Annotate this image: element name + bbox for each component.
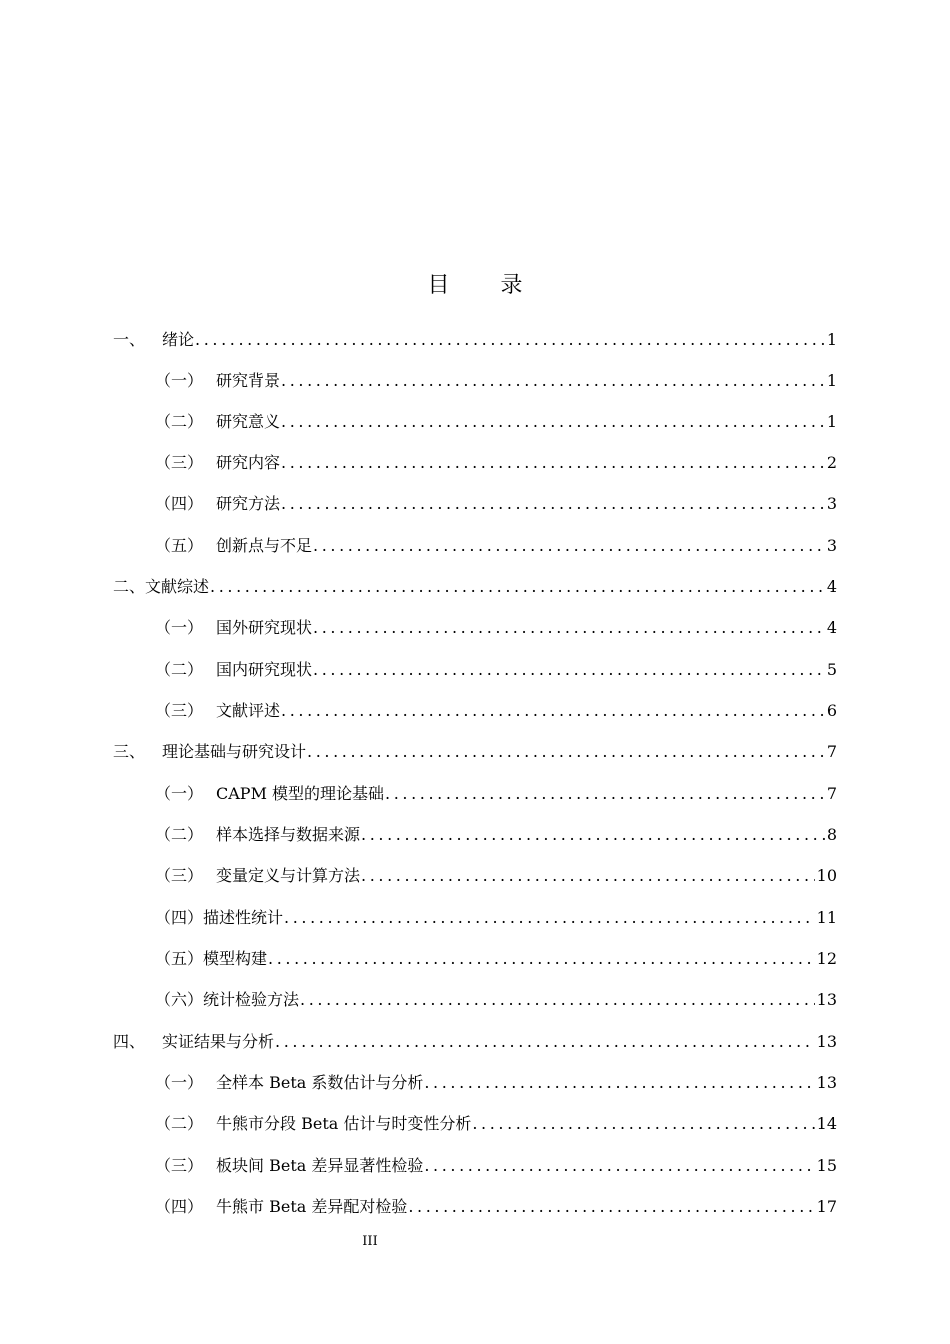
toc-entry[interactable] xyxy=(155,448,837,478)
toc-entry-number: （一） xyxy=(155,371,204,390)
toc-entry-number: 四、 xyxy=(113,1032,146,1051)
toc-entry[interactable] xyxy=(113,1027,837,1057)
toc-entry-page: 2 xyxy=(826,453,837,472)
toc-entry-number: （三） xyxy=(155,701,204,720)
leader-dots xyxy=(281,448,825,478)
leader-dots xyxy=(281,489,825,519)
leader-dots xyxy=(408,1192,814,1222)
page-footer-number: III xyxy=(362,1234,378,1249)
toc-entry[interactable] xyxy=(155,985,837,1015)
toc-entry[interactable] xyxy=(155,489,837,519)
leader-dots xyxy=(385,779,825,809)
leader-dots xyxy=(424,1151,814,1181)
leader-dots xyxy=(275,1027,815,1057)
toc-entry-label: CAPM 模型的理论基础 xyxy=(216,784,385,803)
toc-entry-page: 13 xyxy=(816,990,837,1009)
toc-entry-page: 3 xyxy=(826,494,837,513)
toc-entry-number: （五） xyxy=(155,536,204,555)
toc-entry-page: 10 xyxy=(816,866,837,885)
toc-entry-number: （四） xyxy=(155,494,204,513)
toc-entry-label: 牛熊市 Beta 差异配对检验 xyxy=(216,1197,408,1216)
toc-entry[interactable] xyxy=(155,613,837,643)
toc-entry-label: 国内研究现状 xyxy=(216,660,313,679)
toc-entry-label: 国外研究现状 xyxy=(216,618,313,637)
toc-entry-number: （六） xyxy=(155,990,204,1009)
toc-entry-number: （四） xyxy=(155,908,204,927)
toc-entry-number: （三） xyxy=(155,453,204,472)
toc-entry-label: 全样本 Beta 系数估计与分析 xyxy=(216,1073,424,1092)
toc-entry-page: 3 xyxy=(826,536,837,555)
toc-entry[interactable] xyxy=(155,820,837,850)
toc-entry[interactable] xyxy=(155,1109,837,1139)
toc-entry-page: 11 xyxy=(816,908,837,927)
toc-entry-number: （一） xyxy=(155,784,204,803)
leader-dots xyxy=(472,1109,814,1139)
toc-entry-label: 实证结果与分析 xyxy=(162,1032,275,1051)
toc-entry-page: 7 xyxy=(826,742,837,761)
toc-entry[interactable] xyxy=(155,696,837,726)
leader-dots xyxy=(300,985,815,1015)
toc-entry-label: 描述性统计 xyxy=(203,908,284,927)
leader-dots xyxy=(281,696,825,726)
toc-entry-label: 创新点与不足 xyxy=(216,536,313,555)
toc-entry-page: 15 xyxy=(816,1156,837,1175)
toc-entry-label: 研究背景 xyxy=(216,371,281,390)
leader-dots xyxy=(424,1068,814,1098)
toc-entry-page: 4 xyxy=(826,577,837,596)
toc-entry-page: 1 xyxy=(826,330,837,349)
leader-dots xyxy=(281,407,825,437)
toc-entry-number: （五） xyxy=(155,949,204,968)
toc-entry-label: 研究方法 xyxy=(216,494,281,513)
toc-entry[interactable] xyxy=(155,407,837,437)
toc-entry-page: 8 xyxy=(826,825,837,844)
leader-dots xyxy=(361,861,815,891)
toc-entry-number: （四） xyxy=(155,1197,204,1216)
leader-dots xyxy=(195,325,825,355)
toc-entry-page: 12 xyxy=(816,949,837,968)
toc-entry-label: 研究意义 xyxy=(216,412,281,431)
toc-entry-label: 统计检验方法 xyxy=(203,990,300,1009)
toc-entry-label: 理论基础与研究设计 xyxy=(162,742,307,761)
toc-entry[interactable] xyxy=(113,737,837,767)
toc-entry-number: （一） xyxy=(155,618,204,637)
toc-entry-number: （二） xyxy=(155,660,204,679)
leader-dots xyxy=(268,944,815,974)
toc-entry-page: 5 xyxy=(826,660,837,679)
toc-entry-page: 4 xyxy=(826,618,837,637)
toc-entry-label: 模型构建 xyxy=(203,949,268,968)
toc-entry-number: （三） xyxy=(155,866,204,885)
toc-entry-number: （二） xyxy=(155,1114,204,1133)
toc-entry-page: 6 xyxy=(826,701,837,720)
toc-title: 目 录 xyxy=(427,273,545,298)
toc-entry[interactable] xyxy=(155,531,837,561)
toc-entry[interactable] xyxy=(155,366,837,396)
toc-entry-number: （一） xyxy=(155,1073,204,1092)
toc-entry[interactable] xyxy=(155,655,837,685)
toc-entry[interactable] xyxy=(155,903,837,933)
toc-entry-page: 13 xyxy=(816,1073,837,1092)
toc-entry[interactable] xyxy=(155,779,837,809)
toc-entry-label: 文献评述 xyxy=(216,701,281,720)
toc-entry[interactable] xyxy=(155,944,837,974)
toc-entry-page: 1 xyxy=(826,412,837,431)
toc-entry-page: 7 xyxy=(826,784,837,803)
toc-entry-number: 二、 xyxy=(113,577,146,596)
toc-entry-label: 样本选择与数据来源 xyxy=(216,825,361,844)
toc-entry-page: 13 xyxy=(816,1032,837,1051)
toc-entry[interactable] xyxy=(113,572,837,602)
toc-entry-number: 三、 xyxy=(113,742,146,761)
leader-dots xyxy=(307,737,825,767)
leader-dots xyxy=(361,820,825,850)
toc-entry-number: 一、 xyxy=(113,330,146,349)
leader-dots xyxy=(281,366,825,396)
toc-entry-label: 研究内容 xyxy=(216,453,281,472)
toc-entry[interactable] xyxy=(155,1151,837,1181)
toc-entry-number: （三） xyxy=(155,1156,204,1175)
toc-entry[interactable] xyxy=(155,1068,837,1098)
toc-entry-label: 绪论 xyxy=(162,330,195,349)
toc-entry-label: 牛熊市分段 Beta 估计与时变性分析 xyxy=(216,1114,472,1133)
toc-entry[interactable] xyxy=(155,1192,837,1222)
toc-entry-label: 变量定义与计算方法 xyxy=(216,866,361,885)
toc-entry-page: 14 xyxy=(816,1114,837,1133)
leader-dots xyxy=(313,531,825,561)
toc-entry-number: （二） xyxy=(155,825,204,844)
toc-entry[interactable] xyxy=(113,325,837,355)
leader-dots xyxy=(284,903,815,933)
toc-entry-label: 板块间 Beta 差异显著性检验 xyxy=(216,1156,424,1175)
leader-dots xyxy=(210,572,825,602)
toc-entry-page: 17 xyxy=(816,1197,837,1216)
toc-entry-number: （二） xyxy=(155,412,204,431)
toc-entry-page: 1 xyxy=(826,371,837,390)
leader-dots xyxy=(313,655,825,685)
toc-entry[interactable] xyxy=(155,861,837,891)
leader-dots xyxy=(313,613,825,643)
toc-entry-label: 文献综述 xyxy=(145,577,210,596)
